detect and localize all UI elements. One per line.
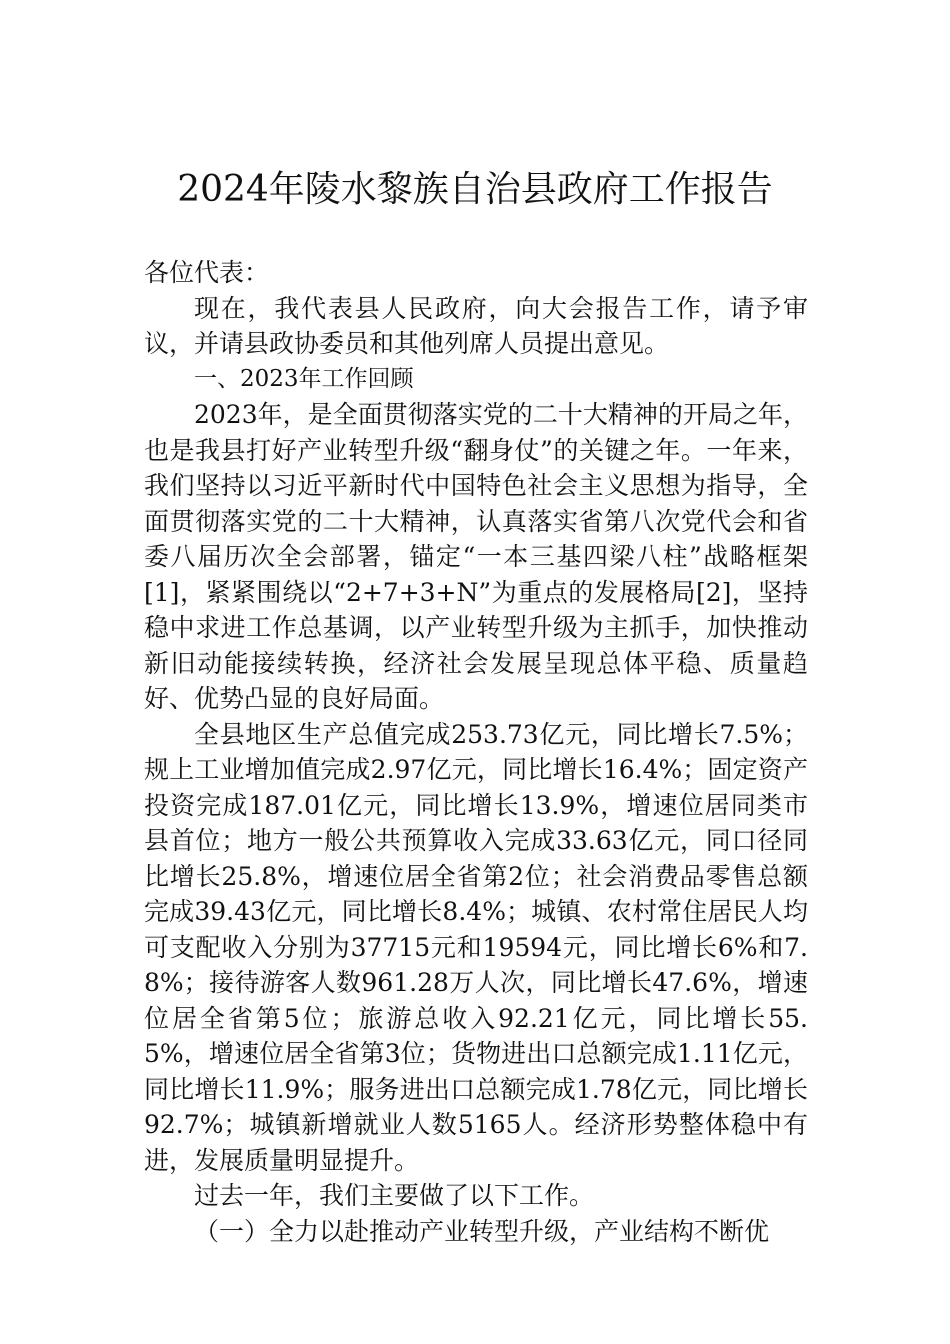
review-paragraph: 2023年，是全面贯彻落实党的二十大精神的开局之年，也是我县打好产业转型升级“翻身仗”的关键之年。一年来，我们坚持以习近平新时代中国特色社会主义思想为指导，全面贯彻落实党的二十大精神，认真落实省第八次党代会和省委八届历次全会部署，锚定“一本三基四梁八柱”战略框架[1]，紧紧围绕以“2+7+3+N”为重点的发展格局[2]，坚持稳中求进工作总基调，以产业转型升级为主抓手，加快推动新旧动能接续转换，经济社会发展呈现总体平稳、质量趋好、优势凸显的良好局面。 [144,400,808,713]
salutation: 各位代表： [144,258,270,287]
document-title: 2024年陵水黎族自治县政府工作报告 [177,169,773,210]
transition-paragraph: 过去一年，我们主要做了以下工作。 [194,1181,595,1210]
statistics-paragraph: 全县地区生产总值完成253.73亿元，同比增长7.5%；规上工业增加值完成2.97亿元，同比增长16.4%；固定资产投资完成187.01亿元，同比增长13.9%，增速位居同类市县首位；地方一般公共预算收入完成33.63亿元，同口径同比增长25.8%，增速位居全省第2位；社会消费品零售总额完成39.43亿元，同比增长8.4%；城镇、农村常住居民人均可支配收入分别为37715元和19594元，同比增长6%和7.8%；接待游客人数961.28万人次，同比增长47.6%，增速位居全省第5位；旅游总收入92.21亿元，同比增长55.5%，增速位居全省第3位；货物进出口总额完成1.11亿元，同比增长11.9%；服务进出口总额完成1.78亿元，同比增长92.7%；城镇新增就业人数5165人。经济形势整体稳中有进，发展质量明显提升。 [144,719,808,1175]
opening-paragraph: 现在，我代表县人民政府，向大会报告工作，请予审议，并请县政协委员和其他列席人员提出意见。 [144,293,808,358]
document-body [144,255,808,1249]
subsection-heading: （一）全力以赴推动产业转型升级，产业结构不断优 [194,1216,770,1246]
section-heading: 一、2023年工作回顾 [194,365,414,392]
